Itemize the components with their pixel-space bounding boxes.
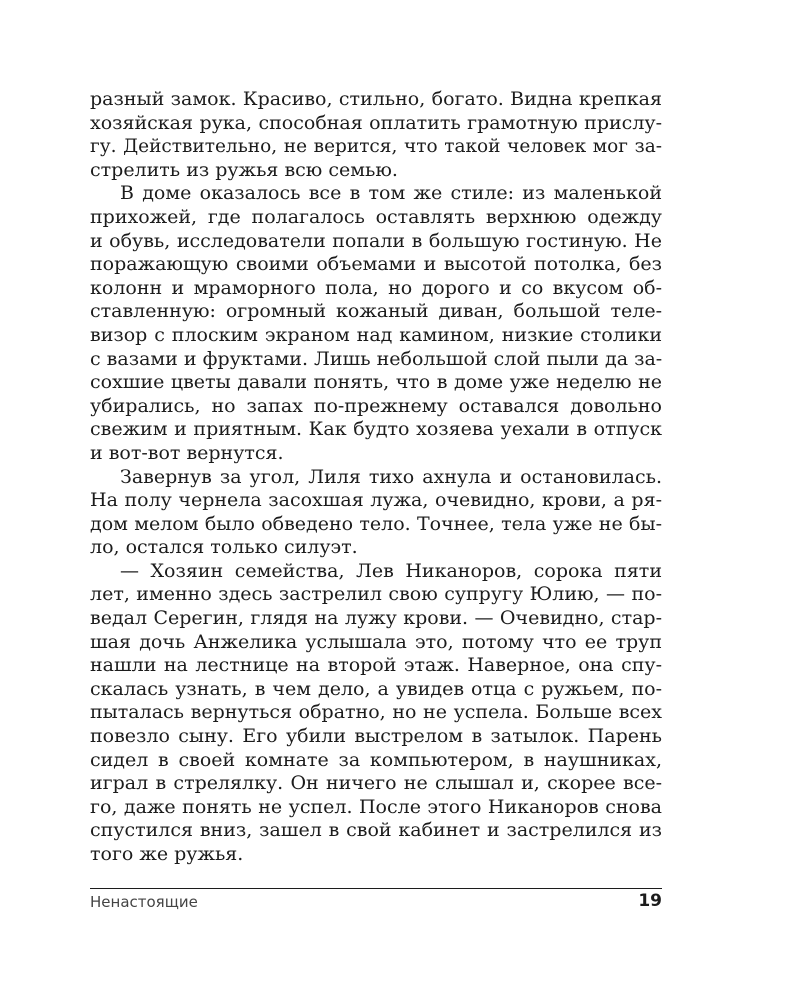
paragraph-first-line: Завернув за угол, Лиля тихо ахнула и остановилась. <box>120 465 662 488</box>
text-line: дом мелом было обведено тело. Точнее, тела уже не бы- <box>90 512 662 535</box>
paragraph-first-line: В доме оказалось все в том же стиле: из маленькой <box>120 182 662 205</box>
text-line: го, даже понять не успел. После этого Никаноров снова <box>90 795 662 818</box>
text-line: ло, остался только силуэт. <box>90 536 358 559</box>
paragraph-first-line: — Хозяин семейства, Лев Никаноров, сорока пяти <box>120 559 662 582</box>
text-line: повезло сыну. Его убили выстрелом в затылок. Парень <box>90 725 662 748</box>
text-line: того же ружья. <box>90 843 244 865</box>
text-line: сидел в своей комнате за компьютером, в наушниках, <box>90 748 662 771</box>
text-line: гу. Действительно, не верится, что такой человек мог за- <box>90 136 662 158</box>
text-line: пыталась вернуться обратно, но не успела. Больше всех <box>90 701 662 724</box>
footer-divider <box>90 888 662 889</box>
text-line: убирались, но запах по-прежнему оставался довольно <box>90 394 662 417</box>
text-line: ведал Серегин, глядя на лужу крови. — Очевидно, стар- <box>90 607 662 630</box>
text-line: визор с плоским экраном над камином, низкие столики <box>90 323 662 346</box>
text-line: разный замок. Красиво, стильно, богато. Видна крепкая <box>90 88 662 110</box>
text-line: шая дочь Анжелика услышала это, потому что ее труп <box>90 630 662 653</box>
text-line: играл в стрелялку. Он ничего не слышал и, скорее все- <box>90 772 662 795</box>
text-line: поражающую своими объемами и высотой потолка, без <box>90 253 662 276</box>
text-line: стрелить из ружья всю семью. <box>90 158 398 181</box>
running-footer-title: Ненастоящие <box>90 893 198 911</box>
text-line: сохшие цветы давали понять, что в доме уже неделю не <box>90 371 662 394</box>
text-line: спустился вниз, зашел в свой кабинет и застрелился из <box>90 819 662 842</box>
text-line: ставленную: огромный кожаный диван, большой теле- <box>90 300 662 323</box>
page-number: 19 <box>638 891 662 911</box>
text-line: и обувь, исследователи попали в большую гостиную. Не <box>90 229 662 252</box>
text-line: хозяйская рука, способная оплатить грамотную прислу- <box>90 111 662 134</box>
text-line: колонн и мраморного пола, но дорого и со вкусом об- <box>90 276 662 299</box>
text-line: свежим и приятным. Как будто хозяева уехали в отпуск <box>90 418 662 441</box>
text-line: с вазами и фруктами. Лишь небольшой слой пыли да за- <box>90 347 662 370</box>
text-line: лет, именно здесь застрелил свою супругу Юлию, — по- <box>90 583 662 606</box>
text-line: прихожей, где полагалось оставлять верхнюю одежду <box>90 205 662 228</box>
text-line: и вот-вот вернутся. <box>90 441 284 464</box>
text-line: На полу чернела засохшая лужа, очевидно, крови, а ря- <box>90 489 662 512</box>
text-line: скалась узнать, в чем дело, а увидев отца с ружьем, по- <box>90 677 662 700</box>
body-text <box>90 88 662 867</box>
text-line: нашли на лестнице на второй этаж. Наверное, она спу- <box>90 654 662 677</box>
